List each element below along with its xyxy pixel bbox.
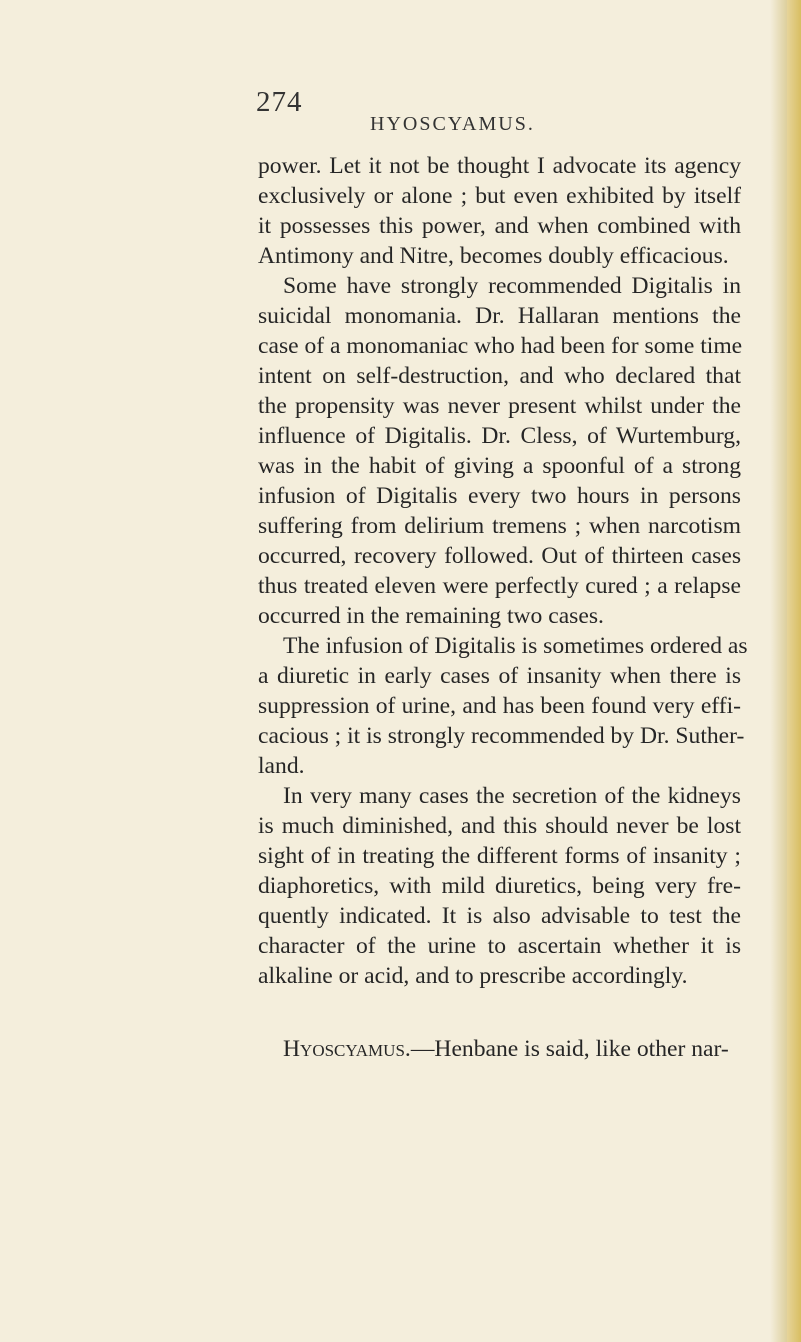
text-line: intent on self-destruction, and who declared that: [258, 363, 741, 389]
text-line: it possesses this power, and when combined with: [258, 213, 741, 239]
page-edge: [787, 0, 801, 1342]
text-line: the propensity was never present whilst under the: [258, 393, 741, 419]
text-line: In very many cases the secretion of the kidneys: [283, 783, 741, 809]
text-line: infusion of Digitalis every two hours in persons: [258, 483, 741, 509]
section-line: [283, 1034, 741, 1064]
text-line: is much diminished, and this should never be lost: [258, 813, 741, 839]
text-line: character of the urine to ascertain whether it is: [258, 933, 741, 959]
text-line: Some have strongly recommended Digitalis in: [283, 273, 741, 299]
text-line: Antimony and Nitre, becomes doubly efficacious.: [258, 243, 729, 269]
text-line: influence of Digitalis. Dr. Cless, of Wurtemburg,: [258, 423, 741, 449]
text-line: quently indicated. It is also advisable to test the: [258, 903, 741, 929]
text-line: land.: [258, 753, 305, 779]
text-line: thus treated eleven were perfectly cured ; a relapse: [258, 573, 741, 599]
text-line: a diuretic in early cases of insanity when there is: [258, 663, 741, 689]
text-line: sight of in treating the different forms of insanity ;: [258, 843, 741, 869]
text-line: The infusion of Digitalis is sometimes ordered as: [283, 633, 748, 659]
text-line: occurred, recovery followed. Out of thirteen cases: [258, 543, 741, 569]
text-line: was in the habit of giving a spoonful of a strong: [258, 453, 741, 479]
text-line: exclusively or alone ; but even exhibited by itself: [258, 183, 741, 209]
running-head: HYOSCYAMUS.: [370, 113, 535, 135]
text-line: suppression of urine, and has been found very effi-: [258, 693, 741, 719]
section-text: —Henbane is said, like other nar-: [410, 1036, 729, 1062]
text-line: suffering from delirium tremens ; when narcotism: [258, 513, 741, 539]
section-heading: Hyoscyamus.: [283, 1036, 411, 1062]
text-line: diaphoretics, with mild diuretics, being very fre-: [258, 873, 741, 899]
text-line: case of a monomaniac who had been for some time: [258, 333, 743, 359]
text-line: cacious ; it is strongly recommended by Dr. Suther-: [258, 723, 745, 749]
page-number: 274: [256, 86, 303, 118]
text-line: power. Let it not be thought I advocate its agency: [258, 153, 741, 179]
text-line: occurred in the remaining two cases.: [258, 603, 604, 629]
text-line: alkaline or acid, and to prescribe accordingly.: [258, 963, 688, 989]
text-line: suicidal monomania. Dr. Hallaran mentions the: [258, 303, 741, 329]
